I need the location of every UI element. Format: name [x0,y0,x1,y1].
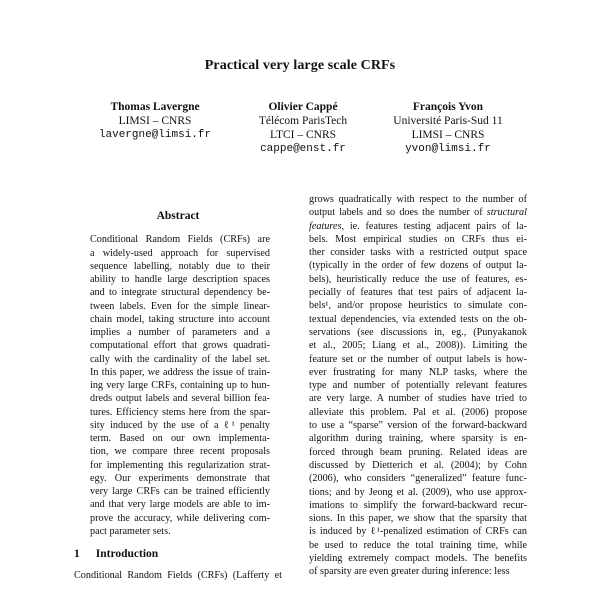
author-email[interactable]: yvon@limsi.fr [405,143,491,155]
body-text-line: textual dependencies, via extended tests on the ob- [309,313,527,325]
author-3 [368,100,528,156]
author-name: Thomas Lavergne [110,101,200,113]
abstract-line: prove the accuracy, while delivering com- [90,512,270,524]
left-column [74,210,282,583]
author-email[interactable]: cappe@enst.fr [260,143,346,155]
body-text-line: type and number of potentially relevant features [309,380,527,392]
section-title: Introduction [95,548,159,560]
author-affiliation-2: LIMSI – CNRS [411,129,485,141]
author-affiliation: Université Paris-Sud 11 [393,115,503,127]
abstract-line: term. Based on our own implementa- [90,433,270,444]
body-text-line: discussed by Dietterich et al. (2004); by Cohn [309,459,527,471]
body-text-line: are very large. A number of studies have tried to [309,393,527,405]
body-text-line: forced through beam pruning. Related ideas are [309,446,527,458]
body-text-line: yielding extremely compact models. The benefits [309,553,527,565]
abstract-line: tween labels. Even for the simple linear- [90,300,270,312]
body-text-line: is induced by ℓ¹-penalized estimation of CRFs can [309,526,527,538]
abstract-line: pact parameter sets. [90,525,171,537]
body-text-line: be used to reduce the total training time, while [309,539,527,551]
body-text-line: imations to simplify the forward-backward recur- [309,499,527,511]
section-number: 1 [74,548,80,560]
intro-line: Conditional Random Fields (CRFs) (Lafferty et [74,570,282,582]
abstract-line: chain model, taking structure into account [90,313,270,325]
abstract-line: sity induced by the use of a ℓ¹ penalty [90,419,270,431]
right-column [309,193,527,579]
body-text-line: feature set or the number of output labels is how- [309,353,527,365]
body-text-line: tions; and by Jeong et al. (2009), who use approx- [309,486,527,498]
body-text-line: pecially of features that test pairs of adjacent la- [309,287,527,299]
section-heading [74,548,282,561]
body-text-line: bels), heuristically reduce the use of features, es- [309,273,527,285]
abstract-line: sequence labelling, notably due to their [90,260,270,272]
abstract-line: egy. Our experiments demonstrate that [90,472,270,484]
abstract-line: for implementing this regularization strat- [90,459,270,471]
author-affiliation: LIMSI – CNRS [118,115,192,127]
body-text-line: ther consider tasks with a restricted output space [309,247,527,259]
body-text-line: to use a “sparse” version of the forward-backward [309,420,527,432]
abstract-line: ability to handle large description spaces [90,274,270,285]
author-affiliation-2: LTCI – CNRS [269,129,337,141]
abstract-line: computational effort that grows quadrati- [90,340,270,352]
abstract-line: and that very large models are able to im- [90,499,270,511]
author-name: Olivier Cappé [268,101,338,113]
body-text-line: servations (see discussions in, eg., (Punyakanok [309,326,527,338]
body-text-line: sions. In this paper, we show that the sparsity that [309,513,527,525]
author-block [0,100,600,160]
author-email[interactable]: lavergne@limsi.fr [98,129,212,141]
author-affiliation: Télécom ParisTech [258,115,348,127]
abstract-line: a widely-used approach for supervised [90,247,270,259]
body-text-line: et al., 2005; Liang et al., 2008)). Limiting the [309,340,527,352]
abstract-line: Conditional Random Fields (CRFs) are [90,234,270,246]
author-1 [75,100,235,142]
abstract-line: ing very large CRFs, containing up to hun- [90,380,270,391]
paper-title: Practical very large scale CRFs [204,58,396,73]
body-text-line: of sparsity are even greater during inference: less [309,566,510,578]
body-text-line: ever frustrating for many NLP tasks, where the [309,366,527,378]
author-name: François Yvon [412,101,484,113]
abstract-line: and to integrate structural dependency be- [90,287,270,299]
abstract-body [74,233,282,538]
abstract-line: In this paper, we address the issue of train- [90,366,270,378]
abstract-line: dreds output labels and several billion fea- [90,393,270,405]
body-text-line: bels¹, and/or propose heuristics to simulate con- [309,300,527,312]
body-text-line: bels. Most empirical studies on CRFs thus ei- [309,233,527,245]
body-text-line: (typically in the order of few dozens of output la- [309,260,527,272]
body-text-line: output labels and so does the number of structural [309,207,527,219]
body-text-line: algorithm during training, where sparsity is en- [309,433,527,445]
body-text-line: features, ie. features testing adjacent pairs of la- [309,220,527,232]
abstract-line: tion, we compare three recent proposals [90,446,270,458]
abstract-line: very large CRFs can be trained efficiently [90,486,270,497]
body-text-line: grows quadratically with respect to the number of [309,194,527,205]
abstract-line: cally with the cardinality of the label set. [90,353,270,365]
abstract-heading: Abstract [156,210,200,222]
abstract-line: implies a number of parameters and a [90,327,270,338]
author-2 [223,100,383,156]
body-text-line: (2006), who considers “generalized” feature func- [309,473,527,485]
abstract-line: tures. Efficiency stems here from the spar- [90,406,270,418]
body-text-line: alleviate this problem. Pal et al. (2006) propose [309,406,527,418]
